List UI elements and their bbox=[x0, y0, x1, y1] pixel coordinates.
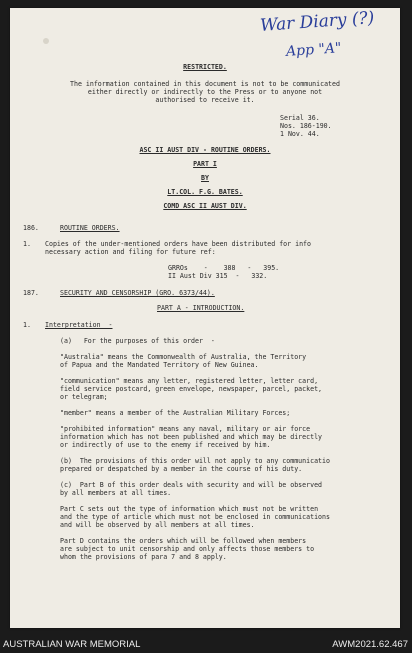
def-communication-1: "communication" means any letter, registered letter, letter card, bbox=[60, 377, 319, 385]
footer-institution: AUSTRALIAN WAR MEMORIAL bbox=[3, 639, 141, 650]
part-a-heading: PART A - INTRODUCTION. bbox=[157, 304, 245, 312]
part-d-1: Part D contains the orders which will be followed when members bbox=[60, 537, 307, 545]
section-heading-security: SECURITY AND CENSORSHIP (GRO. 6373/44). bbox=[60, 289, 215, 297]
handwritten-war-diary: War Diary (?) bbox=[259, 8, 375, 36]
interpretation-heading: Interpretation - bbox=[45, 321, 113, 329]
orders-title: ASC II AUST DIV - ROUTINE ORDERS. bbox=[139, 146, 271, 154]
def-member: "member" means a member of the Australian Military Forces; bbox=[60, 409, 291, 417]
para-a: (a) For the purposes of this order - bbox=[60, 337, 215, 345]
notice-line-1: The information contained in this document is not to be communicated bbox=[70, 80, 340, 88]
order-numbers: Nos. 186-190. bbox=[280, 122, 332, 130]
part-c-2: and the type of article which must not be enclosed in communications bbox=[60, 513, 330, 521]
grros-range: GRROs - 388 - 395. bbox=[168, 264, 280, 272]
handwritten-appendix: App "A" bbox=[285, 40, 342, 60]
serial-number: Serial 36. bbox=[280, 114, 320, 122]
para-b-1: (b) The provisions of this order will not apply to any communicatio bbox=[60, 457, 330, 465]
notice-line-2: either directly or indirectly to the Press or to anyone not bbox=[87, 88, 323, 96]
punch-hole bbox=[43, 38, 49, 44]
def-communication-2: field service postcard, green envelope, newspaper, parcel, packet, bbox=[60, 385, 323, 393]
notice-line-3: authorised to receive it. bbox=[155, 96, 255, 104]
item-number: 1. bbox=[23, 240, 31, 248]
def-prohibited-1: "prohibited information" means any naval, military or air force bbox=[60, 425, 311, 433]
section-heading-routine-orders: ROUTINE ORDERS. bbox=[60, 224, 120, 232]
part-d-3: whom the provisions of para 7 and 8 apply. bbox=[60, 553, 227, 561]
interpretation-number: 1. bbox=[23, 321, 31, 329]
div-orders-range: II Aust Div 315 - 332. bbox=[168, 272, 268, 280]
order-date: 1 Nov. 44. bbox=[280, 130, 320, 138]
def-australia-1: "Australia" means the Commonwealth of Australia, the Territory bbox=[60, 353, 307, 361]
section-number-186: 186. bbox=[23, 224, 39, 232]
by-line: BY bbox=[201, 174, 209, 182]
command-title: COMD ASC II AUST DIV. bbox=[163, 202, 247, 210]
part-c-3: and will be observed by all members at all times. bbox=[60, 521, 255, 529]
officer-name: LT.COL. F.G. BATES. bbox=[167, 188, 243, 196]
para-c-1: (c) Part B of this order deals with security and will be observed bbox=[60, 481, 323, 489]
para-b-2: prepared or despatched by a member in the course of his duty. bbox=[60, 465, 303, 473]
para-c-2: by all members at all times. bbox=[60, 489, 172, 497]
def-prohibited-2: information which has not been published and which may be directly bbox=[60, 433, 323, 441]
part-d-2: are subject to unit censorship and only affects those members to bbox=[60, 545, 315, 553]
section-number-187: 187. bbox=[23, 289, 39, 297]
classification: RESTRICTED. bbox=[183, 63, 227, 71]
part-c-1: Part C sets out the type of information which must not be written bbox=[60, 505, 319, 513]
document-page bbox=[10, 8, 400, 628]
footer-accession-number: AWM2021.62.467 bbox=[332, 639, 408, 650]
item-text-line-2: necessary action and filing for future ref: bbox=[45, 248, 216, 256]
item-text-line-1: Copies of the under-mentioned orders have been distributed for info bbox=[45, 240, 311, 248]
part-title: PART I bbox=[193, 160, 217, 168]
def-australia-2: of Papua and the Mandated Territory of New Guinea. bbox=[60, 361, 259, 369]
def-prohibited-3: or indirectly of use to the enemy if received by him. bbox=[60, 441, 271, 449]
def-communication-3: or telegram; bbox=[60, 393, 108, 401]
footer-bar bbox=[0, 636, 412, 653]
